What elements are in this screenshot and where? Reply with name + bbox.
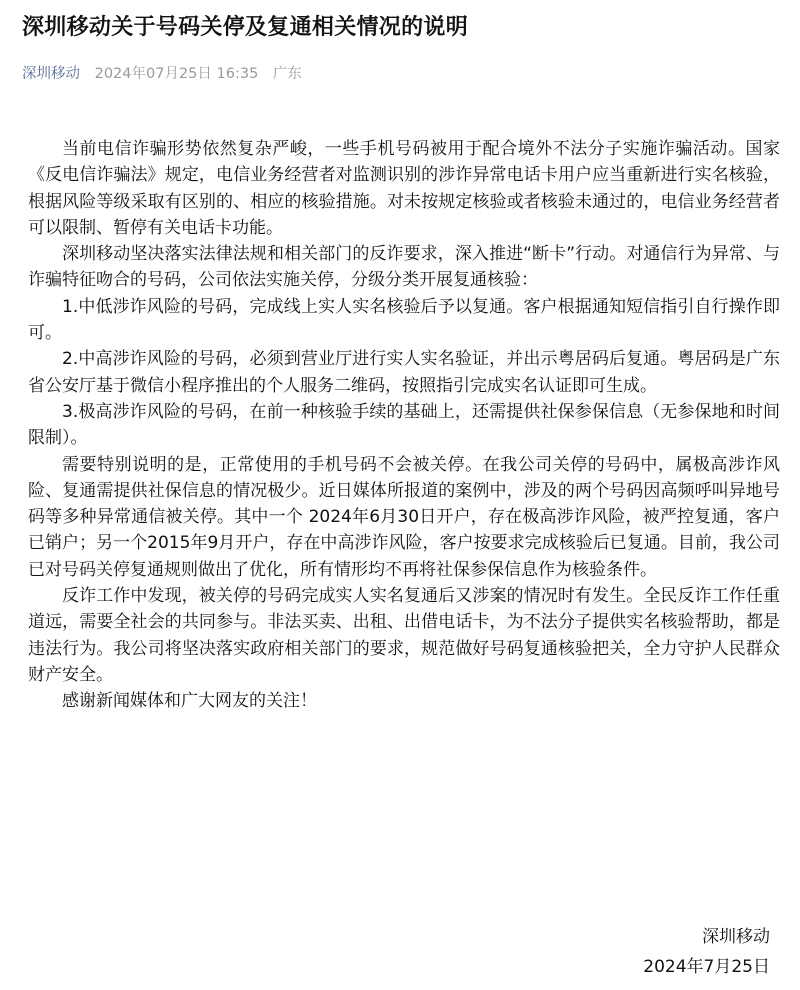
paragraph-anti-fraud: 反诈工作中发现，被关停的号码完成实人实名复通后又涉案的情况时有发生。全民反诈工作任重道远，需要全社会的共同参与。非法买卖、出租、出借电话卡，为不法分子提供实名核验帮助，都是违法行为。我公司将坚决落实政府相关部门的要求，规范做好号码复通核验把关，全力守护人民群众财产安全。 xyxy=(28,586,780,685)
article-meta xyxy=(22,64,302,84)
account-name-link[interactable]: 深圳移动 xyxy=(22,66,80,82)
paragraph-action: 深圳移动坚决落实法律法规和相关部门的反诈要求，深入推进“断卡”行动。对通信行为异常、与诈骗特征吻合的号码，公司依法实施关停，分级分类开展复通核验： xyxy=(28,244,780,291)
paragraph-item-1: 1.中低涉诈风险的号码，完成线上实人实名核验后予以复通。客户根据通知短信指引自行操作即可。 xyxy=(28,296,780,344)
signature-block xyxy=(643,922,770,982)
paragraph-thanks: 感谢新闻媒体和广大网友的关注！ xyxy=(62,691,317,712)
paragraph-intro: 当前电信诈骗形势依然复杂严峻，一些手机号码被用于配合境外不法分子实施诈骗活动。国家《反电信诈骗法》规定，电信业务经营者对监测识别的涉诈异常电话卡用户应当重新进行实名核验，根据风险等级采取有区别的、相应的核验措施。对未按规定核验或者核验未通过的，电信业务经营者可以限制、暂停有关电话卡功能。 xyxy=(28,139,780,238)
signature-org: 深圳移动 xyxy=(702,927,770,947)
article-title: 深圳移动关于号码关停及复通相关情况的说明 xyxy=(22,15,469,40)
paragraph-item-3: 3.极高涉诈风险的号码，在前一种核验手续的基础上，还需提供社保参保信息（无参保地和时间限制）。 xyxy=(28,401,780,449)
paragraph-clarification: 需要特别说明的是，正常使用的手机号码不会被关停。在我公司关停的号码中，属极高涉诈风险、复通需提供社保信息的情况极少。近日媒体所报道的案例中，涉及的两个号码因高频呼叫异地号码等多种异常通信被关停。其中一个 2024年6月30日开户，存在极高涉诈风险，被严控复通，客户已销户；另一个2015年9月开户，存在中高涉诈风险，客户按要求完成核验后已复通。目前，我公司已对号码关停复通规则做出了优化，所有情形均不再将社保参保信息作为核验条件。 xyxy=(28,454,780,580)
signature-date: 2024年7月25日 xyxy=(643,957,770,977)
paragraph-item-2: 2.中高涉诈风险的号码，必须到营业厅进行实人实名验证，并出示粤居码后复通。粤居码是广东省公安厅基于微信小程序推出的个人服务二维码，按照指引完成实名认证即可生成。 xyxy=(28,349,780,396)
article-body xyxy=(28,136,780,715)
publish-location: 广东 xyxy=(272,66,302,82)
publish-date: 2024年07月25日 16:35 xyxy=(94,66,259,82)
